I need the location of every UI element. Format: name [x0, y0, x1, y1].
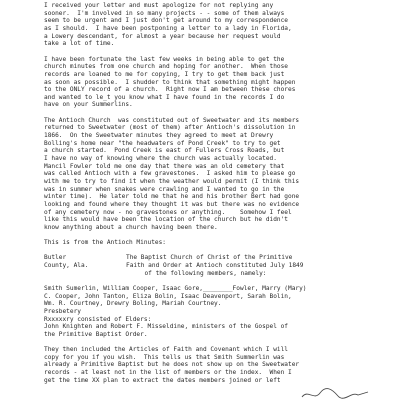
paragraph-church-minutes: I have been fortunate the last few weeks in being able to get the church minutes from one church and hoping for another. When those records are loaned to me for copying, I try to get them back just as soon as possible. I shudder to think that something might happen to the ONLY record of a church. Right now I am between these chores and wanted to le_t you know what I have found in the records I do have on your Summerlins. [44, 55, 296, 109]
paragraph-articles: They then included the Articles of Faith and Covenant which I will copy for you if you wish. This tells us that Smith Summerlin was already a Primitive Baptist but he does not show up on the Sweetwater records - at least not in the list of members or the index. When I get the time XX plan to extract the dates members joined or left [44, 346, 300, 384]
paragraph-antioch-church: The Antioch Church was constituted out of Sweetwater and its members returned to Sweetwater (most of them) after Antioch's dissolution in 1866. On the Sweetwater minutes they agreed to meet at Drewry Bolling's home near "the headwaters of Pond Creek" to try to get a church started. Pond Creek is east of Fullers Cross Roads, but I have no way of knowing where the church was actually located. Mancil Fowler told me one day that there was an old cemetery that was called Antioch with a few gravestones. I asked him to please go with me to try to find it when the weather would permit (I think this was in summer when snakes were crawling and I wanted to go in the winter time). He later told me that he and his brother Bert had gone looking and found where they thought it was but there was no evidence of any cemetery now - no gravestones or anything. Somehow I feel like this would have been the location of the church but he didn't know anything about a church having been there. [44, 116, 300, 231]
minutes-location: Butler County, Ala. [44, 254, 89, 270]
paragraph-members: Smith Sumerlin, William Cooper, Isaac Gore,________Fowler, Marry (Mary) C. Cooper, John Tanton, Eliza Bolin, Isaac Deavenport, Sarah Bolin, Wm. R. Courtney, Drewry Boling, Mariah Courtney. Presbetery Rxxxxxry consisted of Elders: John Knighten and Robert F. Misseldine, ministers of the Gospel of the Primitive Baptist Order. [44, 284, 307, 338]
paragraph-minutes-intro: This is from the Antioch Minutes: [44, 239, 167, 247]
minutes-title: The Baptist Church of Christ of the Primitive Faith and Order at Antioch constituted July 1849 of the following members, namely: [126, 254, 304, 277]
minutes-header [44, 254, 390, 277]
paragraph-apology: I received your letter and must apologize for not replying any sooner. I'm involved in so many projects - - some of them always seem to be urgent and I just don't get around to my correspondence as I should. I have been postponing a letter to a lady in Florida, a Lowery descendant, for almost a year because her request would take a lot of time. [44, 2, 292, 48]
handwritten-signature-mark [300, 386, 370, 400]
